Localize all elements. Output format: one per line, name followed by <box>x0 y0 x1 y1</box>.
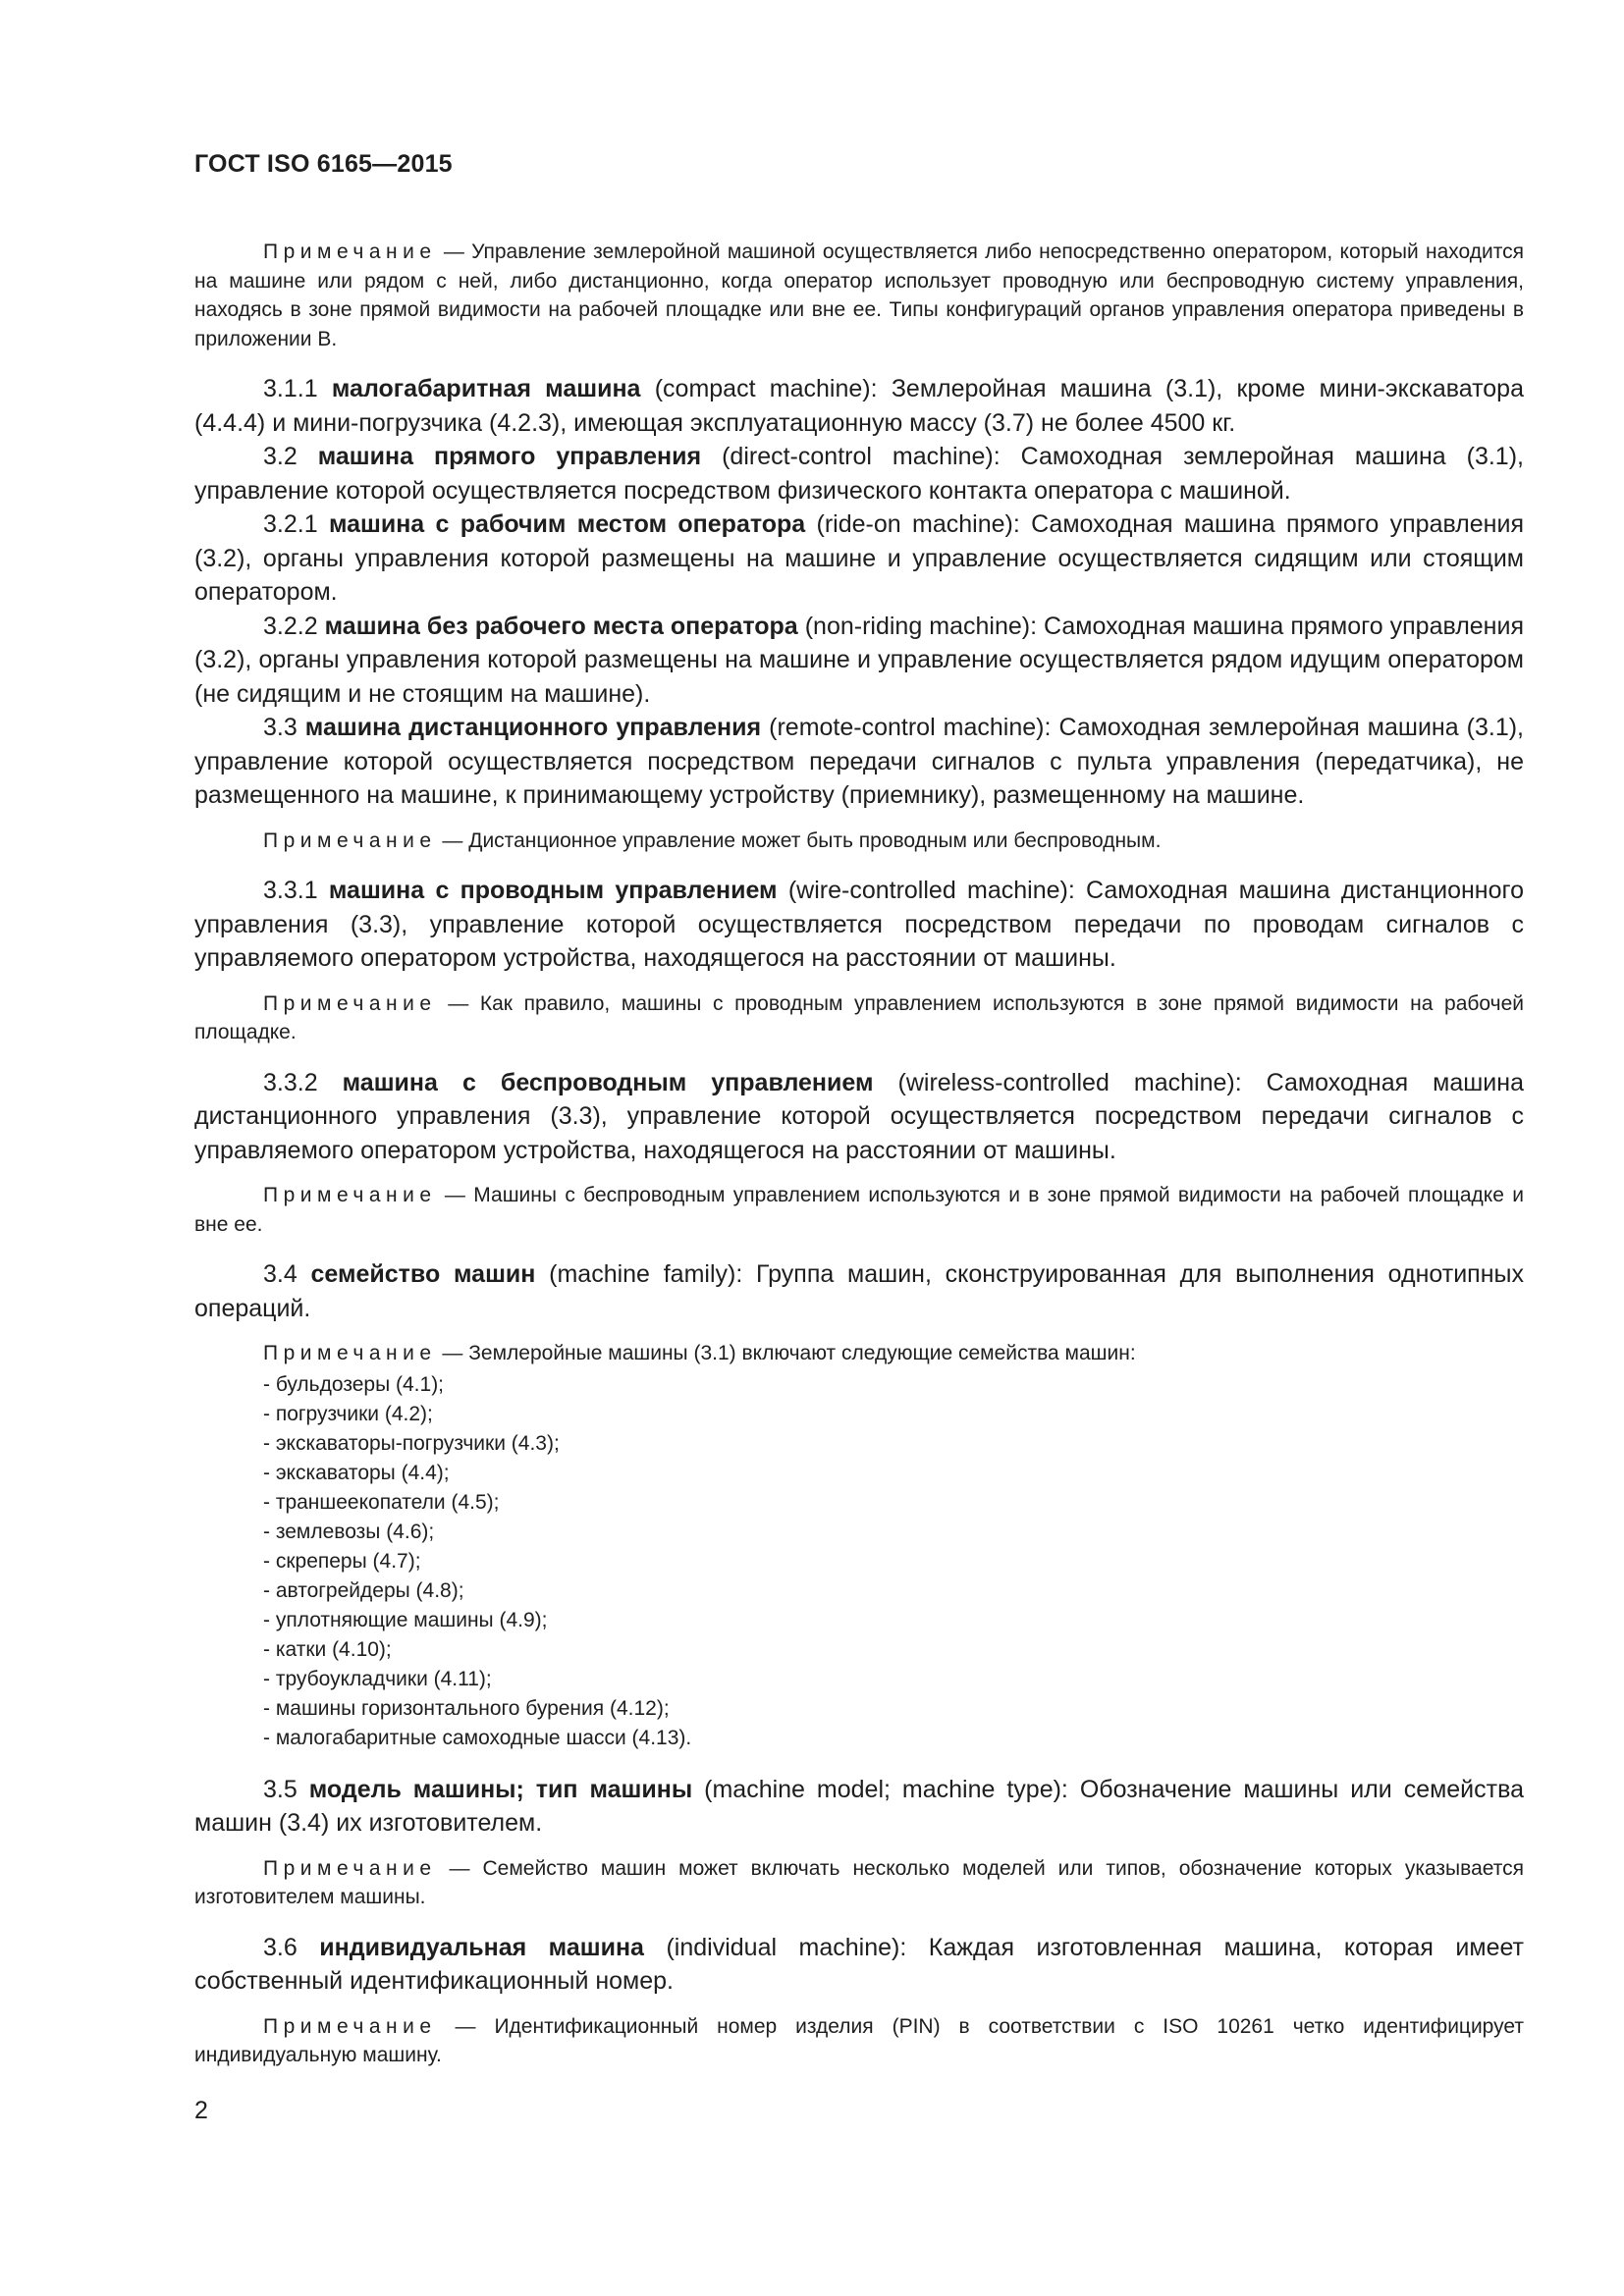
note-label: Примечание <box>263 828 437 852</box>
note-text: — Семейство машин может включать несколько моделей или типов, обозначение которых указывается изготовителем машины. <box>194 1856 1524 1908</box>
document-body <box>194 224 1524 2089</box>
term-number: 3.2.2 <box>263 612 325 640</box>
note <box>194 1181 1524 1239</box>
term-definition: (individual machine): Каждая изготовленная машина, которая имеет собственный идентификационный номер. <box>194 1933 1524 1995</box>
note-label: Примечание <box>263 991 437 1015</box>
list-item: - экскаваторы-погрузчики (4.3); <box>263 1429 1524 1459</box>
term-name: малогабаритная машина <box>331 375 641 402</box>
note-text: — Как правило, машины с проводным управлением используются в зоне прямой видимости на рабочей площадке. <box>194 991 1524 1043</box>
term-number: 3.2 <box>263 443 318 470</box>
term-definition: (direct-control machine): Самоходная землеройная машина (3.1), управление которой осуществляется посредством физического контакта оператора с машиной. <box>194 443 1524 505</box>
term-number: 3.5 <box>263 1775 309 1803</box>
machine-family-list <box>263 1370 1524 1753</box>
note-label: Примечание <box>263 1184 437 1206</box>
note-label: Примечание <box>263 2014 437 2038</box>
list-item: - погрузчики (4.2); <box>263 1400 1524 1429</box>
term-entry <box>194 1257 1524 1325</box>
list-item: - трубоукладчики (4.11); <box>263 1665 1524 1694</box>
note <box>194 827 1524 856</box>
term-entry <box>194 372 1524 440</box>
list-item: - бульдозеры (4.1); <box>263 1370 1524 1400</box>
note-text: — Управление землеройной машиной осуществляется либо непосредственно оператором, который находится на машине или рядом с ней, либо дистанционно, когда оператор использует проводную или беспроводную систему управления, находясь в зоне прямой видимости на рабочей площадке или вне ее. Типы конфигураций органов управления оператора приведены в приложении В. <box>194 240 1524 350</box>
term-entry <box>194 874 1524 976</box>
note <box>194 989 1524 1047</box>
list-item: - траншеекопатели (4.5); <box>263 1488 1524 1518</box>
term-definition: (machine family): Группа машин, сконструированная для выполнения однотипных операций. <box>194 1260 1524 1322</box>
term-number: 3.2.1 <box>263 510 329 538</box>
term-definition: (non-riding machine): Самоходная машина прямого управления (3.2), органы управления которой размещены на машине и управление осуществляется рядом идущим оператором (не сидящим и не стоящим на машине). <box>194 612 1524 708</box>
term-entry <box>194 610 1524 712</box>
term-entry <box>194 1931 1524 1999</box>
list-item: - уплотняющие машины (4.9); <box>263 1606 1524 1635</box>
term-name: машина прямого управления <box>317 443 702 470</box>
term-definition: (wireless-controlled machine): Самоходная машина дистанционного управления (3.3), управление которой осуществляется посредством передачи сигналов с управляемого оператором устройства, находящегося на расстоянии от машины. <box>194 1068 1524 1164</box>
note <box>194 1339 1524 1368</box>
note <box>194 1854 1524 1912</box>
document-header: ГОСТ ISO 6165—2015 <box>194 150 453 178</box>
list-item: - скреперы (4.7); <box>263 1547 1524 1576</box>
term-entry <box>194 1066 1524 1168</box>
term-name: машина с беспроводным управлением <box>342 1068 874 1096</box>
term-number: 3.4 <box>263 1260 311 1288</box>
term-definition: (wire-controlled machine): Самоходная машина дистанционного управления (3.3), управление которой осуществляется посредством передачи по проводам сигналов с управляемого оператором устройства, находящегося на расстоянии от машины. <box>194 877 1524 972</box>
term-name: машина с рабочим местом оператора <box>328 510 806 538</box>
list-item: - автогрейдеры (4.8); <box>263 1576 1524 1606</box>
term-definition: (machine model; machine type): Обозначение машины или семейства машин (3.4) их изготовителем. <box>194 1775 1525 1837</box>
note <box>194 238 1524 353</box>
note-text: — Идентификационный номер изделия (PIN) в соответствии с ISO 10261 четко идентифицирует индивидуальную машину. <box>194 2014 1524 2066</box>
document-page <box>194 0 1524 2296</box>
term-name: машина дистанционного управления <box>304 714 762 741</box>
note-label: Примечание <box>263 1856 437 1880</box>
list-item: - машины горизонтального бурения (4.12); <box>263 1694 1524 1724</box>
list-item: - экскаваторы (4.4); <box>263 1459 1524 1488</box>
note-text: — Землеройные машины (3.1) включают следующие семейства машин: <box>436 1342 1136 1364</box>
term-number: 3.6 <box>263 1933 320 1961</box>
term-name: машина с проводным управлением <box>328 877 778 904</box>
term-number: 3.1.1 <box>263 375 332 402</box>
term-number: 3.3 <box>263 714 305 741</box>
note-label: Примечание <box>263 240 437 263</box>
term-name: машина без рабочего места оператора <box>324 612 798 640</box>
term-number: 3.3.2 <box>263 1068 343 1096</box>
page-number: 2 <box>194 2097 208 2124</box>
term-entry <box>194 711 1524 813</box>
note-text: — Дистанционное управление может быть проводным или беспроводным. <box>436 828 1162 852</box>
note <box>194 2012 1524 2070</box>
term-definition: (ride-on machine): Самоходная машина прямого управления (3.2), органы управления которой размещены на машине и управление осуществляется сидящим или стоящим оператором. <box>194 510 1524 606</box>
list-item: - землевозы (4.6); <box>263 1518 1524 1547</box>
term-name: семейство машин <box>310 1260 536 1288</box>
list-item: - малогабаритные самоходные шасси (4.13). <box>263 1724 1524 1753</box>
term-entry <box>194 440 1524 507</box>
term-definition: (remote-control machine): Самоходная землеройная машина (3.1), управление которой осуществляется посредством передачи сигналов с пульта управления (передатчика), не размещенного на машине, к принимающему устройству (приемнику), размещенному на машине. <box>194 714 1525 809</box>
term-entry <box>194 507 1524 610</box>
term-entry <box>194 1773 1524 1841</box>
note-text: — Машины с беспроводным управлением используются и в зоне прямой видимости на рабочей площадке и вне ее. <box>194 1184 1524 1236</box>
term-number: 3.3.1 <box>263 877 329 904</box>
term-definition: (compact machine): Землеройная машина (3.1), кроме мини-экскаватора (4.4.4) и мини-погрузчика (4.2.3), имеющая эксплуатационную массу (3.7) не более 4500 кг. <box>194 375 1524 437</box>
term-name: модель машины; тип машины <box>308 1775 693 1803</box>
term-name: индивидуальная машина <box>319 1933 644 1961</box>
list-item: - катки (4.10); <box>263 1635 1524 1665</box>
note-label: Примечание <box>263 1342 437 1364</box>
